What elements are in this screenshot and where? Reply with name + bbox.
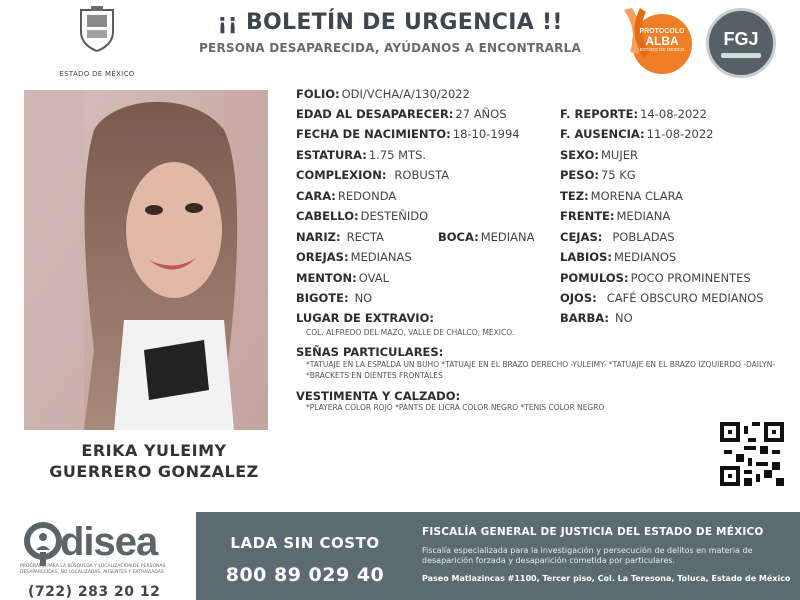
missing-person-photo [24,90,268,430]
field-bigote: BIGOTE: NO [296,291,373,305]
fiscalia-address: Paseo Matlazincas #1100, Tercer piso, Col. La Teresona, Toluca, Estado de México [422,574,791,583]
odisea-phone[interactable]: (722) 283 20 12 [28,584,161,600]
field-lugar-value: COL. ALFREDO DEL MAZO, VALLE DE CHALCO, MEXICO. [306,328,515,337]
alba-line2: ALBA [645,34,679,48]
field-edad: EDAD AL DESAPARECER: 27 AÑOS [296,107,507,121]
bulletin-subtitle: PERSONA DESAPARECIDA, AYÚDANOS A ENCONTRARLA [199,41,581,55]
field-orejas: OREJAS: MEDIANAS [296,250,412,264]
person-name-line2: GUERRERO GONZALEZ [49,462,259,481]
field-peso: PESO: 75 KG [560,168,636,182]
field-vestimenta: VESTIMENTA Y CALZADO: [296,389,461,403]
field-complexion: COMPLEXION: ROBUSTA [296,168,450,182]
odisea-brand: disea [60,520,158,564]
fgj-logo [706,8,776,78]
person-name [24,440,284,482]
field-folio: FOLIO: ODI/VCHA/A/130/2022 [296,87,470,101]
bulletin-title: ¡¡ BOLETÍN DE URGENCIA !! [217,10,563,35]
alba-line3: ESTADO DE MÉXICO [639,47,685,52]
lada-label: LADA SIN COSTO [230,534,380,552]
lada-number[interactable]: 800 89 029 40 [225,564,385,586]
field-senas-value: *TATUAJE EN LA ESPALDA UN BUHO *TATUAJE EN EL BRAZO DERECHO -YULEIMY- *TATUAJE EN EL BRAZO IZQUIERDO -DAILYN- *BRACKETS EN DIENTES FRONTALES [306,360,776,380]
field-reporte: F. REPORTE: 14-08-2022 [560,107,707,121]
protocolo-alba-logo [610,4,700,80]
fiscalia-info [422,526,792,583]
fiscalia-title: FISCALÍA GENERAL DE JUSTICIA DEL ESTADO DE MÉXICO [422,526,764,538]
fiscalia-description: Fiscalía especializada para la investigación y persecución de delitos en materia de desaparición forzada y desaparición cometida por particulares. [422,546,753,565]
person-name-line1: ERIKA YULEIMY [81,441,227,460]
bulletin-header [180,10,600,55]
field-estatura: ESTATURA: 1.75 MTS. [296,148,427,162]
odisea-pin-icon [24,522,62,566]
field-boca: BOCA: MEDIANA [438,230,535,244]
fgj-logo-text: FGJ [723,28,759,49]
field-cara: CARA: REDONDA [296,189,397,203]
odisea-logo [20,520,190,600]
qr-code-icon[interactable] [720,422,784,486]
field-lugar: LUGAR DE EXTRAVIO: [296,311,434,325]
estado-mexico-logo [52,6,142,78]
field-frente: FRENTE: MEDIANA [560,209,671,223]
field-sexo: SEXO: MUJER [560,148,638,162]
field-tez: TEZ: MORENA CLARA [560,189,683,203]
field-pomulos: POMULOS: POCO PROMINENTES [560,271,751,285]
portrait-image [24,90,268,430]
state-shield-icon [77,6,117,52]
footer-bar [196,512,800,600]
field-nacimiento: FECHA DE NACIMIENTO: 18-10-1994 [296,127,520,141]
field-ojos: OJOS: CAFÉ OBSCURO MEDIANOS [560,291,764,305]
field-vestimenta-value: *PLAYERA COLOR ROJO *PANTS DE LICRA COLOR NEGRO *TENIS COLOR NEGRO [306,403,605,412]
field-ausencia: F. AUSENCIA: 11-08-2022 [560,127,714,141]
alba-line1: PROTOCOLO [639,28,685,35]
field-nariz: NARIZ: RECTA [296,230,384,244]
field-senas: SEÑAS PARTICULARES: [296,345,444,359]
field-labios: LABIOS: MEDIANOS [560,250,677,264]
field-cabello: CABELLO: DESTEÑIDO [296,209,429,223]
field-menton: MENTON: OVAL [296,271,390,285]
field-cejas: CEJAS: POBLADAS [560,230,675,244]
state-label: ESTADO DE MÉXICO [59,70,135,78]
odisea-tagline: PROGRAMA PARA LA BÚSQUEDA Y LOCALIZACIÓN DE PERSONAS DESAPARECIDAS, NO LOCALIZADAS, AUSENTES Y EXTRAVIADAS [20,564,166,575]
field-barba: BARBA: NO [560,311,633,325]
